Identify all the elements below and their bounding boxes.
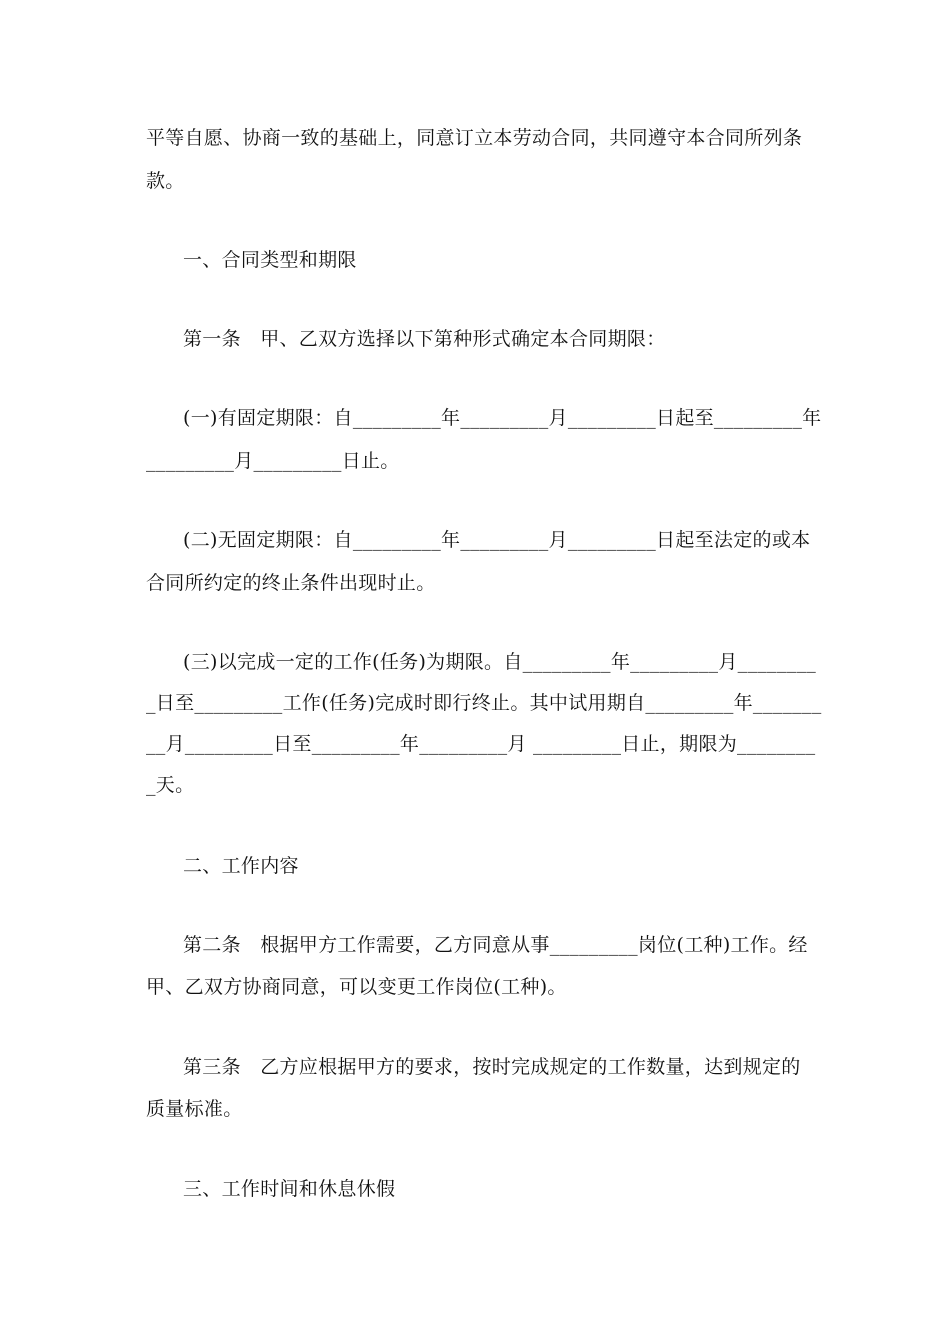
paragraph-line: _________月_________日止。 xyxy=(146,450,400,472)
paragraph-line: 款。 xyxy=(146,170,185,192)
article-line: 第一条 甲、乙双方选择以下第种形式确定本合同期限： xyxy=(183,328,666,350)
paragraph-line: _日至_________工作(任务)完成时即行终止。其中试用期自_________年_______ xyxy=(146,692,822,714)
section-heading: 二、工作内容 xyxy=(183,855,299,877)
article-line: 第二条 根据甲方工作需要，乙方同意从事_________岗位(工种)工作。经 xyxy=(183,934,808,956)
paragraph-line: 合同所约定的终止条件出现时止。 xyxy=(146,572,436,594)
paragraph-line: (二)无固定期限：自_________年_________月_________日起至法定的或本 xyxy=(183,529,811,551)
paragraph-line: (三)以完成一定的工作(任务)为期限。自_________年_________月________ xyxy=(183,651,817,673)
section-heading: 一、合同类型和期限 xyxy=(183,249,357,271)
paragraph-line: 质量标准。 xyxy=(146,1098,243,1120)
paragraph-line: 甲、乙双方协商同意，可以变更工作岗位(工种)。 xyxy=(146,976,567,998)
paragraph-line: 平等自愿、协商一致的基础上，同意订立本劳动合同，共同遵守本合同所列条 xyxy=(146,127,803,149)
paragraph-line: __月_________日至_________年_________月 _________日止，期限为________ xyxy=(146,733,816,755)
section-heading: 三、工作时间和休息休假 xyxy=(183,1178,396,1200)
article-line: 第三条 乙方应根据甲方的要求，按时完成规定的工作数量，达到规定的 xyxy=(183,1056,801,1078)
paragraph-line: _天。 xyxy=(146,774,195,796)
paragraph-line: (一)有固定期限：自_________年_________月_________日起至_________年 xyxy=(183,407,822,429)
